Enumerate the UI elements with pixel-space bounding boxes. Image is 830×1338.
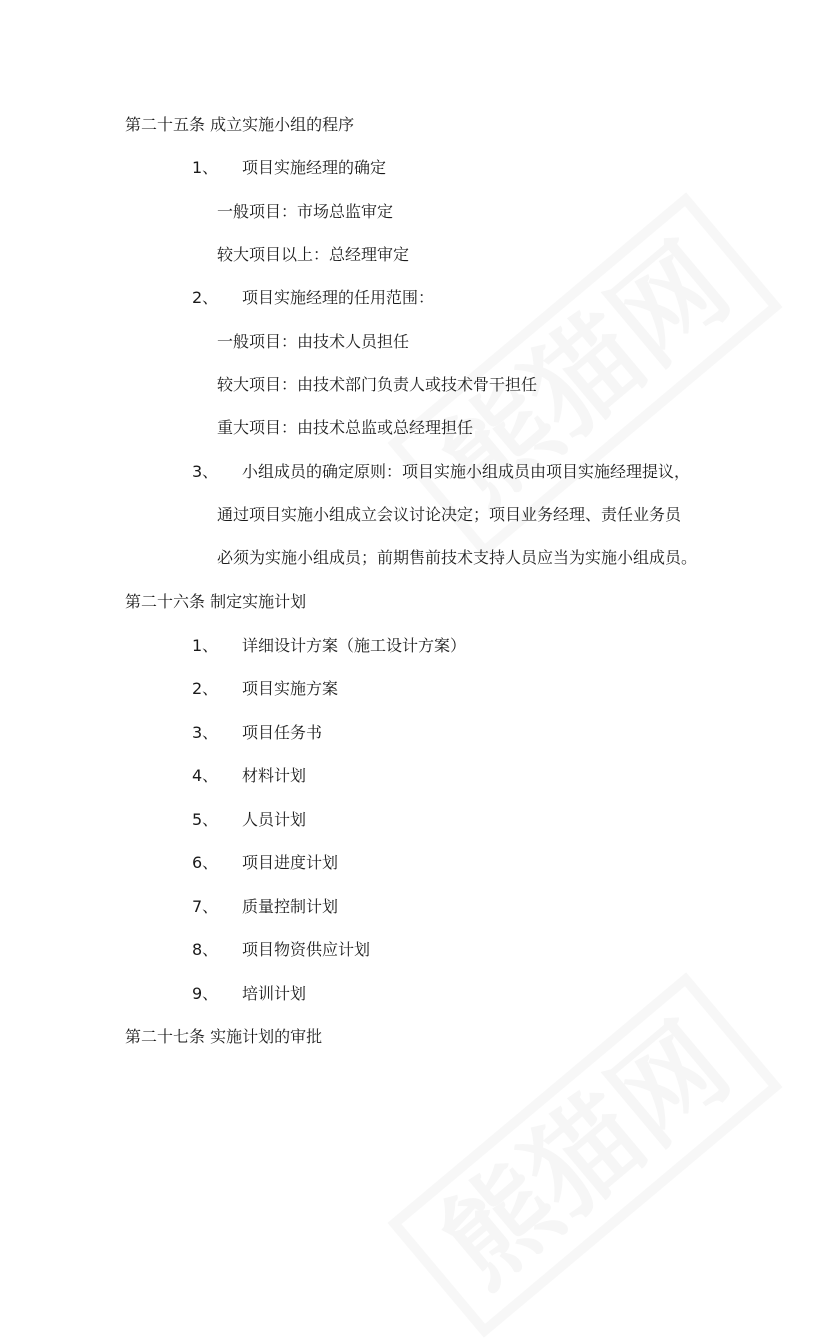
list-item: 材料计划: [242, 766, 307, 785]
list-number: 2、: [192, 288, 219, 307]
sub-item: 较大项目：由技术部门负责人或技术骨干担任: [217, 375, 538, 394]
list-item: 项目任务书: [242, 723, 323, 742]
list-number: 5、: [192, 810, 219, 829]
list-item: 项目实施经理的确定: [242, 158, 387, 177]
list-item: 质量控制计划: [242, 897, 339, 916]
list-number: 4、: [192, 766, 219, 785]
list-number: 7、: [192, 897, 219, 916]
sub-item: 一般项目：市场总监审定: [217, 202, 394, 221]
sub-item: 较大项目以上：总经理审定: [217, 245, 410, 264]
paragraph-continuation: 通过项目实施小组成立会议讨论决定；项目业务经理、责任业务员: [217, 505, 682, 524]
list-number: 3、: [192, 462, 219, 481]
article-25-heading: 第二十五条 成立实施小组的程序: [125, 115, 355, 134]
article-27-heading: 第二十七条 实施计划的审批: [125, 1027, 323, 1046]
list-number: 8、: [192, 940, 219, 959]
paragraph-continuation: 必须为实施小组成员；前期售前技术支持人员应当为实施小组成员。: [217, 548, 698, 567]
list-item: 项目物资供应计划: [242, 940, 371, 959]
list-item: 培训计划: [242, 984, 307, 1003]
list-number: 1、: [192, 636, 219, 655]
list-item: 人员计划: [242, 810, 307, 829]
sub-item: 一般项目：由技术人员担任: [217, 332, 410, 351]
list-number: 3、: [192, 723, 219, 742]
list-item: 小组成员的确定原则：项目实施小组成员由项目实施经理提议，: [242, 462, 691, 481]
article-26-heading: 第二十六条 制定实施计划: [125, 592, 307, 611]
list-item: 项目实施方案: [242, 679, 339, 698]
list-number: 2、: [192, 679, 219, 698]
list-item: 项目实施经理的任用范围：: [242, 288, 435, 307]
list-number: 9、: [192, 984, 219, 1003]
sub-item: 重大项目：由技术总监或总经理担任: [217, 418, 474, 437]
list-number: 6、: [192, 853, 219, 872]
watermark: [387, 972, 782, 1338]
list-number: 1、: [192, 158, 219, 177]
list-item: 项目进度计划: [242, 853, 339, 872]
list-item: 详细设计方案（施工设计方案）: [242, 636, 467, 655]
